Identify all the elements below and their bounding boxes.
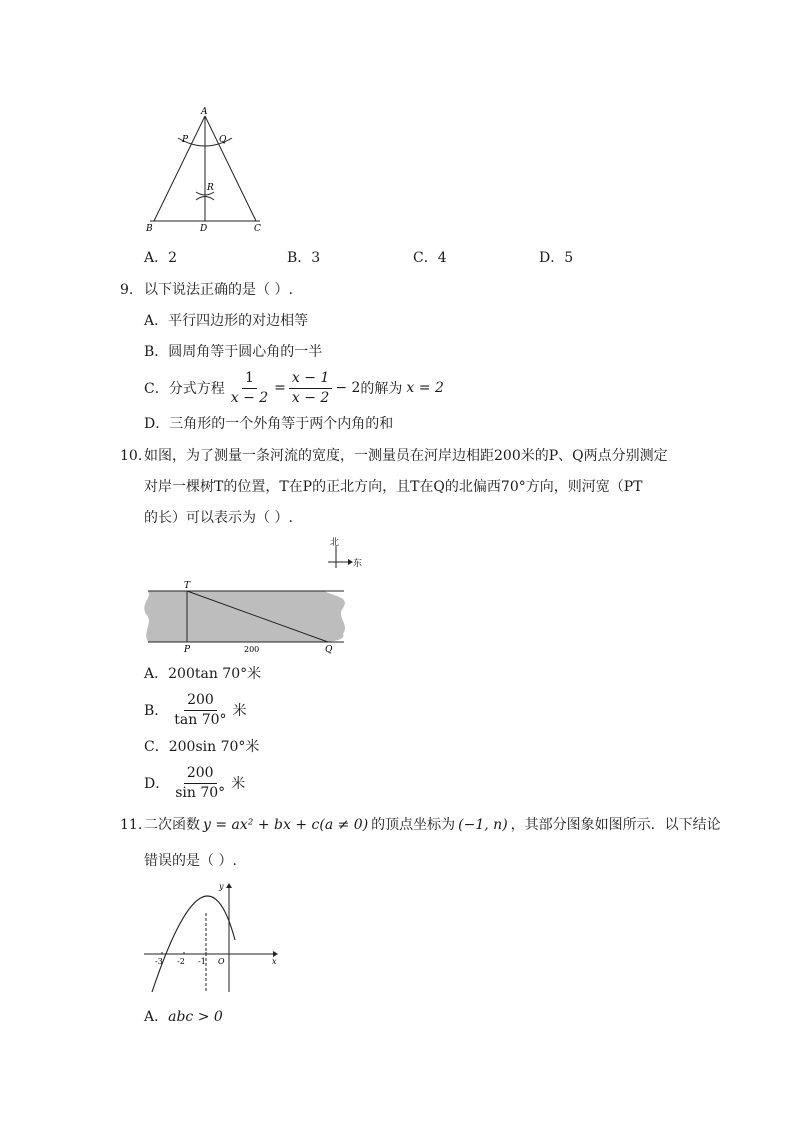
tick-label: -2 xyxy=(177,957,185,966)
x-axis-label: x xyxy=(272,957,277,966)
label-T: T xyxy=(184,581,191,591)
parabola-figure xyxy=(140,880,285,995)
label-A: A xyxy=(201,107,208,117)
label-D: D xyxy=(200,224,208,234)
q8-option-d: D．5 xyxy=(539,250,574,266)
q10-line-3: 的长）可以表示为（ ）. xyxy=(144,510,293,526)
north-label: 北 xyxy=(330,538,340,548)
label-P: P xyxy=(182,135,189,145)
q10-line-1: 如图，为了测量一条河流的宽度，一测量员在河岸边相距200米的P、Q两点分别测定 xyxy=(144,448,668,464)
fraction-2: $\frac{x - 1}{x - 2}$ xyxy=(289,370,332,405)
fraction-1: $\frac{1}{x - 2}$ xyxy=(230,370,269,406)
q9-option-d: D．三角形的一个外角等于两个内角的和 xyxy=(144,416,394,432)
q10-option-b: B． $\frac{200}{\tan 70^\circ}$ 米 xyxy=(144,692,247,728)
q9-option-a: A．平行四边形的对边相等 xyxy=(144,313,309,329)
q9-stem: 以下说法正确的是（ ）. xyxy=(144,282,293,298)
q10-number: 10. xyxy=(120,448,143,464)
q10-option-c: C．200sin 70°米 xyxy=(144,739,260,755)
origin-label: O xyxy=(218,957,225,966)
east-label: 东 xyxy=(353,559,363,569)
fraction-d: $\frac{200}{\sin 70^\circ}$ xyxy=(175,765,226,801)
distance-label: 200 xyxy=(244,645,260,654)
triangle-figure xyxy=(140,104,280,234)
q9-option-b: B．圆周角等于圆心角的一半 xyxy=(144,344,323,360)
fraction-b: $\frac{200}{\tan 70^\circ}$ xyxy=(174,692,227,728)
q11-option-a: A．abc > 0 xyxy=(144,1009,223,1025)
tick-label: -3 xyxy=(155,957,163,966)
river-figure xyxy=(140,534,380,658)
q11-line-2: 错误的是（ ）. xyxy=(144,853,237,869)
label-B: B xyxy=(146,224,153,234)
q8-option-b: B．3 xyxy=(287,250,321,266)
y-axis-label: y xyxy=(219,882,224,891)
q9-number: 9. xyxy=(120,282,134,298)
label-P: P xyxy=(184,645,191,655)
q8-option-a: A．2 xyxy=(144,250,178,266)
q11-stem: 二次函数 y = ax² + bx + c(a ≠ 0) 的顶点坐标为 (−1, n) ，其部分图象如图所示．以下结论 xyxy=(144,817,721,833)
q10-option-a: A．200tan 70°米 xyxy=(144,666,262,682)
label-R: R xyxy=(207,183,214,193)
q10-line-2: 对岸一棵树T的位置，T在P的正北方向，且T在Q的北偏西70°方向，则河宽（PT xyxy=(144,479,643,495)
q11-number: 11. xyxy=(120,817,143,833)
q9-option-c: C． 分式方程 $\frac{1}{x - 2}$ = $\frac{x - 1}{x - 2}$ − 2 的解为 x = 2 xyxy=(144,370,444,406)
label-Q: Q xyxy=(219,135,227,145)
tick-label: -1 xyxy=(198,957,206,966)
q8-option-c: C．4 xyxy=(413,250,447,266)
label-Q: Q xyxy=(325,645,333,655)
label-C: C xyxy=(254,224,261,234)
q10-option-d: D． $\frac{200}{\sin 70^\circ}$ 米 xyxy=(144,765,246,801)
